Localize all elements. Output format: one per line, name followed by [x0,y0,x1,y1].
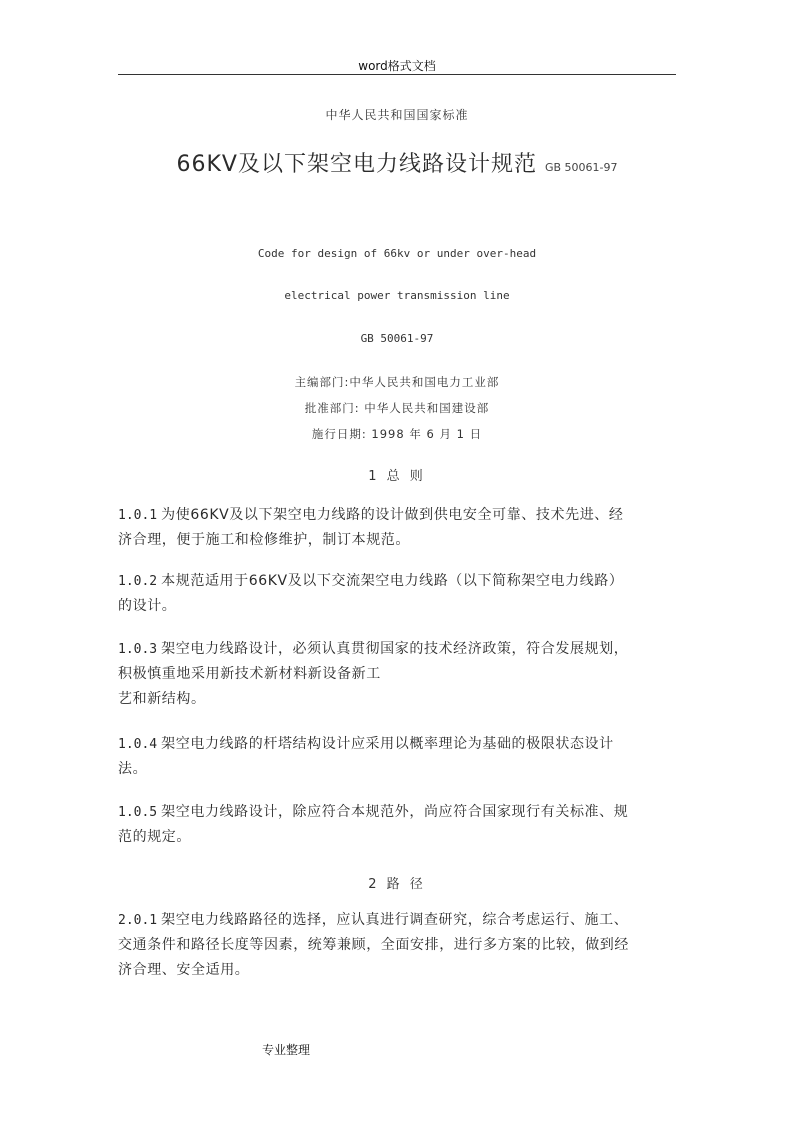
title-code: GB 50061-97 [544,161,618,174]
clause-1-0-5 [118,800,680,850]
section-heading-route: 2 路 径 [368,877,426,892]
clause-line [118,800,680,825]
clause-number: 1.0.5 [118,805,158,820]
section-heading-general: 1 总 则 [368,469,426,484]
clause-number: 1.0.2 [118,574,158,589]
clause-line [118,732,680,757]
clause-line [118,637,680,662]
header-divider [118,74,676,75]
clause-text: 架空电力线路的杆塔结构设计应采用以概率理论为基础的极限状态设计 [161,736,614,752]
clause-1-0-2 [118,569,680,619]
clause-text: 本规范适用于66KV及以下交流架空电力线路（以下简称架空电力线路） [161,573,624,589]
clause-line [118,569,680,594]
clause-number: 1.0.1 [118,508,158,523]
clause-2-0-1 [118,908,680,983]
english-title-line-2: electrical power transmission line [284,289,510,302]
clause-text: 架空电力线路设计，除应符合本规范外，尚应符合国家现行有关标准、规 [161,804,629,820]
clause-1-0-4 [118,732,680,782]
clause-number: 1.0.3 [118,642,158,657]
clause-line: 济合理、安全适用。 [118,962,250,978]
clause-1-0-3 [118,637,680,712]
clause-number: 2.0.1 [118,913,158,928]
clause-number: 1.0.4 [118,737,158,752]
clause-1-0-1 [118,503,680,553]
clause-line [118,908,680,933]
clause-line: 交通条件和路径长度等因素，统筹兼顾，全面安排，进行多方案的比较，做到经 [118,937,629,953]
english-code: GB 50061-97 [360,332,434,345]
clause-line: 济合理，便于施工和检修维护，制订本规范。 [118,532,410,548]
standard-label: 中华人民共和国国家标准 [325,108,469,122]
clause-text: 架空电力线路路径的选择，应认真进行调查研究，综合考虑运行、施工、 [161,912,629,928]
document-title [0,147,794,178]
title-main: 66KV及以下架空电力线路设计规范 [176,152,537,177]
page-header: word格式文档 [358,59,436,73]
page-footer: 专业整理 [262,1043,311,1057]
clause-line: 的设计。 [118,598,177,614]
clause-text: 为使66KV及以下架空电力线路的设计做到供电安全可靠、技术先进、经 [161,507,624,523]
clause-text: 架空电力线路设计，必须认真贯彻国家的技术经济政策，符合发展规划， [161,641,629,657]
clause-line: 范的规定。 [118,829,191,845]
english-title-line-1: Code for design of 66kv or under over-head [257,247,537,260]
clause-line [118,503,680,528]
approving-department: 批准部门: 中华人民共和国建设部 [304,401,490,415]
clause-line: 法。 [118,761,148,777]
clause-line: 积极慎重地采用新技术新材料新设备新工 [118,666,381,682]
editor-department: 主编部门:中华人民共和国电力工业部 [294,375,500,389]
effective-date: 施行日期: 1998 年 6 月 1 日 [311,427,483,441]
clause-line: 艺和新结构。 [118,691,206,707]
